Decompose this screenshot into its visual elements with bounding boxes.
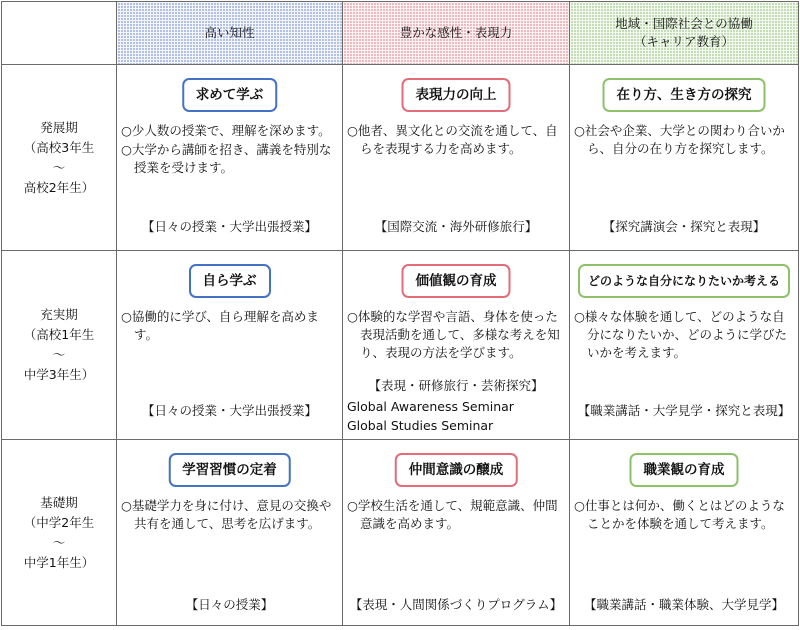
cell-title: 表現力の向上 <box>402 78 511 112</box>
cell-collaboration <box>570 251 799 440</box>
cell-item: ○他者、異文化との交流を通して、自らを表現する力を高めます。 <box>347 123 558 156</box>
stage-label: 発展期 （高校3年生 ～ 高校2年生） <box>2 65 117 251</box>
cell-intellect <box>117 251 343 440</box>
header-collaboration: 地域・国際社会との協働 （キャリア教育） <box>570 2 799 65</box>
header-row <box>2 2 799 65</box>
cell-item: ○社会や企業、大学との関わり合いから、自分の在り方を探究します。 <box>574 123 785 156</box>
cell-note: 【日々の授業】 <box>185 597 274 612</box>
cell-item: ○仕事とは何か、働くとはどのようなことかを体験を通して考えます。 <box>574 498 785 531</box>
cell-title: 在り方、生き方の探究 <box>603 78 766 112</box>
cell-title: 職業観の育成 <box>630 453 739 487</box>
cell-note: 【表現・人間関係づくりプログラム】 <box>349 597 563 612</box>
stage-row-foundation <box>2 440 799 626</box>
cell-title: 仲間意識の醸成 <box>395 453 518 487</box>
header-intellect: 高い知性 <box>117 2 343 65</box>
cell-title: 自ら学ぶ <box>189 264 271 298</box>
cell-item: ○基礎学力を身に付け、意見の交換や共有を通して、思考を広げます。 <box>121 498 332 531</box>
cell-item: ○様々な体験を通して、どのような自分になりたいか、どのように学びたいかを考えます。 <box>574 309 788 360</box>
cell-note: 【職業講話・職業体験、大学見学】 <box>583 597 784 612</box>
cell-item: ○少人数の授業で、理解を深めます。 <box>121 123 331 138</box>
cell-item: ○大学から講師を招き、講義を特別な授業を受けます。 <box>121 142 332 175</box>
seminar-name: Global Awareness Seminar <box>347 399 514 414</box>
cell-collaboration <box>570 65 799 251</box>
cell-note: 【日々の授業・大学出張授業】 <box>141 219 317 234</box>
curriculum-table <box>1 1 799 626</box>
header-corner <box>2 2 117 65</box>
cell-title: 価値観の育成 <box>402 264 511 298</box>
cell-title: 求めて学ぶ <box>182 78 278 112</box>
cell-note: 【日々の授業・大学出張授業】 <box>141 403 317 418</box>
cell-intellect <box>117 65 343 251</box>
stage-label: 充実期 （高校1年生 ～ 中学3年生） <box>2 251 117 440</box>
cell-title: 学習習慣の定着 <box>168 453 291 487</box>
stage-row-fulfillment <box>2 251 799 440</box>
cell-sensibility <box>343 440 570 626</box>
cell-note: 【表現・研修旅行・芸術探究】 <box>368 378 544 393</box>
cell-item: ○学校生活を通して、規範意識、仲間意識を高めます。 <box>347 498 558 531</box>
seminar-name: Global Studies Seminar <box>347 418 494 433</box>
header-sensibility: 豊かな感性・表現力 <box>343 2 570 65</box>
cell-intellect <box>117 440 343 626</box>
cell-note: 【職業講話・大学見学・探究と表現】 <box>577 403 791 418</box>
cell-sensibility <box>343 65 570 251</box>
stage-row-development <box>2 65 799 251</box>
cell-item: ○協働的に学び、自ら理解を高めます。 <box>121 309 319 342</box>
cell-sensibility <box>343 251 570 440</box>
cell-note: 【探究講演会・探究と表現】 <box>602 219 766 234</box>
cell-note: 【国際交流・海外研修旅行】 <box>374 219 538 234</box>
cell-item: ○体験的な学習や言語、身体を使った表現活動を通して、多様な考えを知り、表現の方法を学びます。 <box>347 309 560 360</box>
cell-collaboration <box>570 440 799 626</box>
stage-label: 基礎期 （中学2年生 ～ 中学1年生） <box>2 440 117 626</box>
cell-title: どのような自分になりたいか考える <box>578 264 790 298</box>
